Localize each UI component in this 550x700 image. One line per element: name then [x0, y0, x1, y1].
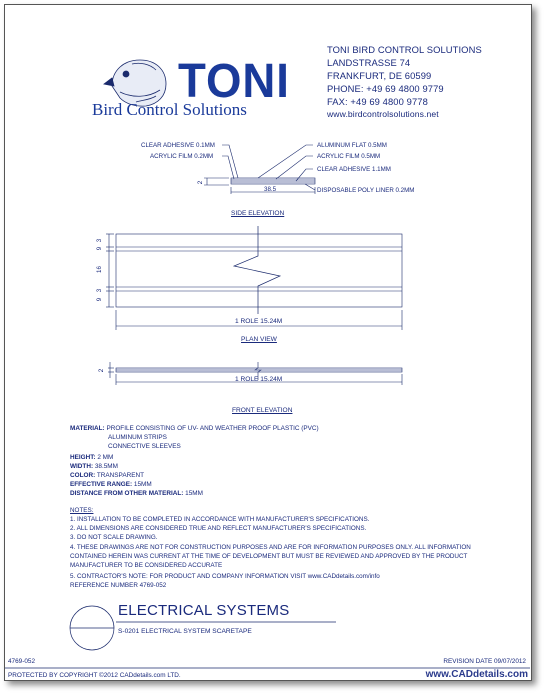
fax: FAX: +49 69 4800 9778	[327, 96, 428, 107]
sheet-title: ELECTRICAL SYSTEMS	[118, 602, 290, 619]
note-1: 1. INSTALLATION TO BE COMPLETED IN ACCORDANCE WITH MANUFACTURER'S SPECIFICATIONS.	[70, 516, 370, 523]
copyright-notice: PROTECTED BY COPYRIGHT ©2012 CADdetails.com LTD.	[8, 672, 181, 679]
label-acrylic-film-left: ACRYLIC FILM 0.2MM	[150, 153, 214, 160]
material-line	[70, 425, 319, 432]
material-value-2: ALUMINUM STRIPS	[108, 434, 167, 441]
logo-tagline: Bird Control Solutions	[92, 100, 247, 119]
material-label: MATERIAL:	[70, 425, 105, 432]
company-name: TONI BIRD CONTROL SOLUTIONS	[327, 44, 482, 55]
front-elevation-title: FRONT ELEVATION	[232, 407, 293, 414]
material-value-3: CONNECTIVE SLEEVES	[108, 443, 181, 450]
caddetails-link[interactable]: www.CADdetails.com	[425, 669, 528, 680]
side-elevation-title: SIDE ELEVATION	[231, 210, 285, 217]
side-length-label: 1 ROLE 15.24M	[235, 318, 283, 325]
color-label: COLOR:	[70, 472, 96, 479]
section-height-dim: 2	[197, 180, 205, 185]
note-4c: MANUFACTURER TO BE CONSIDERED ACCURATE	[70, 562, 223, 569]
color-spec	[70, 472, 144, 479]
sheet-subtitle: S-0201 ELECTRICAL SYSTEM SCARETAPE	[118, 628, 252, 635]
plan-view-title: PLAN VIEW	[241, 336, 277, 343]
width-value: 38.5MM	[94, 463, 118, 470]
label-aluminum-flat: ALUMINUM FLAT 0.5MM	[317, 142, 387, 149]
material-value-1: PROFILE CONSISTING OF UV- AND WEATHER PROOF PLASTIC (PVC)	[106, 425, 319, 432]
range-label: EFFECTIVE RANGE:	[70, 481, 133, 488]
label-poly-liner: DISPOSABLE POLY LINER 0.2MM	[317, 187, 415, 194]
color-value: TRANSPARENT	[96, 472, 144, 479]
section-width-dim: 38.5	[264, 186, 277, 193]
distance-spec	[70, 490, 203, 497]
logo-wordmark: TONI	[178, 55, 290, 108]
plan-length-label: 1 ROLE 15.24M	[235, 376, 283, 383]
note-3: 3. DO NOT SCALE DRAWING.	[70, 534, 158, 541]
notes-title: NOTES:	[70, 507, 94, 514]
side-dim-3a: 3	[96, 238, 104, 243]
width-spec	[70, 463, 118, 470]
reference-number: 4769-052	[8, 658, 36, 665]
range-spec	[70, 481, 152, 488]
website-link[interactable]: www.birdcontrolsolutions.net	[327, 109, 439, 119]
range-value: 15MM	[133, 481, 152, 488]
side-dim-3b: 3	[96, 288, 104, 293]
note-2: 2. ALL DIMENSIONS ARE CONSIDERED TRUE AND REFLECT MANUFACTURER'S SPECIFICATIONS.	[70, 525, 367, 532]
phone: PHONE: +49 69 4800 9779	[327, 83, 444, 94]
label-clear-adhesive-right: CLEAR ADHESIVE 1.1MM	[317, 166, 391, 173]
address-street: LANDSTRASSE 74	[327, 57, 411, 68]
width-label: WIDTH:	[70, 463, 94, 470]
height-label: HEIGHT:	[70, 454, 96, 461]
label-acrylic-film-right: ACRYLIC FILM 0.5MM	[317, 153, 381, 160]
note-5a: 5. CONTRACTOR'S NOTE: FOR PRODUCT AND COMPANY INFORMATION VISIT www.CADdetails.com/info	[70, 573, 380, 580]
label-clear-adhesive-left: CLEAR ADHESIVE 0.1MM	[141, 142, 215, 149]
section-detail	[204, 145, 315, 194]
height-spec	[70, 454, 113, 461]
height-value: 2 MM	[97, 454, 114, 461]
side-dim-16: 16	[95, 266, 103, 273]
distance-value: 15MM	[185, 490, 203, 497]
note-5b: REFERENCE NUMBER 4769-052	[70, 582, 167, 589]
side-elevation-drawing	[106, 226, 402, 330]
distance-label: DISTANCE FROM OTHER MATERIAL:	[70, 490, 184, 497]
revision-date: REVISION DATE 09/07/2012	[443, 658, 526, 665]
plan-height-dim: 2	[98, 368, 106, 373]
side-dim-9a: 9	[96, 246, 104, 251]
note-4a: 4. THESE DRAWINGS ARE NOT FOR CONSTRUCTION PURPOSES AND ARE FOR INFORMATION PURPOSES ONLY. ALL INFORMATION	[70, 544, 471, 551]
address-city: FRANKFURT, DE 60599	[327, 70, 432, 81]
note-4b: CONTAINED HEREIN WAS CURRENT AT THE TIME OF DEVELOPMENT BUT MUST BE REVIEWED AND APPROVED BY THE PRODUCT	[70, 553, 468, 560]
side-dim-9b: 9	[96, 297, 104, 302]
